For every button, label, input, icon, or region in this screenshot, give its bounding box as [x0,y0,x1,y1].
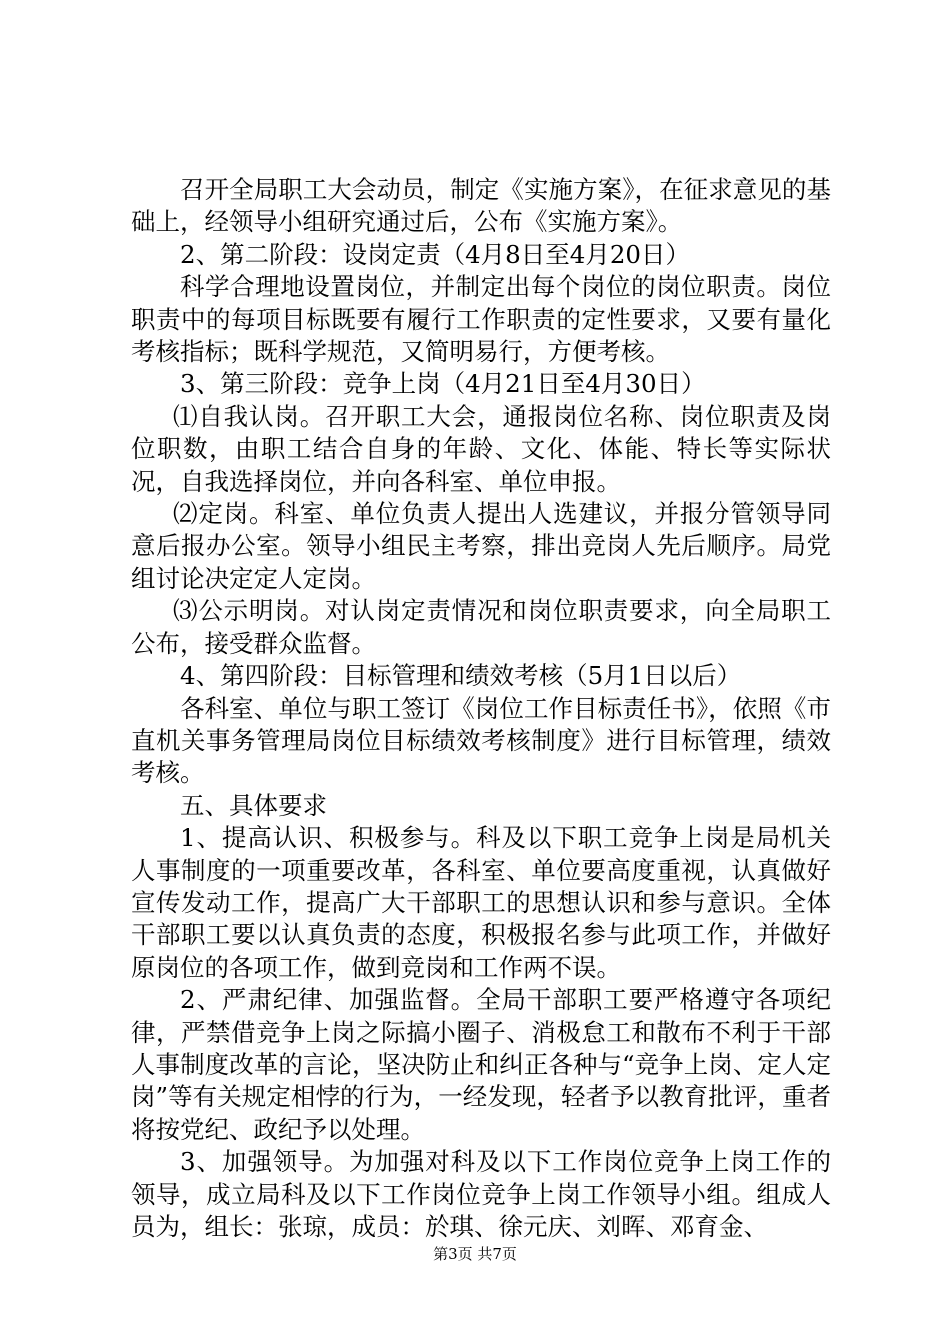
paragraph-implementation-plan: 召开全局职工大会动员，制定《实施方案》，在征求意见的基础上，经领导小组研究通过后，公布《实施方案》。 [131,175,831,237]
paragraph-stage-two: 科学合理地设置岗位，并制定出每个岗位的岗位职责。岗位职责中的每项目标既要有履行工作职责的定性要求，又要有量化考核指标；既科学规范，又简明易行，方便考核。 [131,272,831,367]
heading-specific-requirements: 五、具体要求 [180,790,327,820]
paragraph-self-recognition: ⑴自我认岗。召开职工大会，通报岗位名称、岗位职责及岗位职数，由职工结合自身的年龄、文化、体能、特长等实际状况，自我选择岗位，并向各科室、单位申报。 [131,401,831,496]
paragraph-requirement-one: 1、提高认识、积极参与。科及以下职工竞争上岗是局机关人事制度的一项重要改革，各科室、单位要高度重视，认真做好宣传发动工作，提高广大干部职工的思想认识和参与意识。全体干部职工要以认真负责的态度，积极报名参与此项工作，并做好原岗位的各项工作，做到竞岗和工作两不误。 [131,823,831,982]
paragraph-requirement-three: 3、加强领导。为加强对科及以下工作岗位竞争上岗工作的领导，成立局科及以下工作岗位竞争上岗工作领导小组。组成人员为，组长：张琼，成员：於琪、徐元庆、刘晖、邓育金、 [131,1147,831,1241]
paragraph-public-notice: ⑶公示明岗。对认岗定责情况和岗位职责要求，向全局职工公布，接受群众监督。 [131,596,831,658]
document-body [131,174,831,1243]
paragraph-stage-four: 各科室、单位与职工签订《岗位工作目标责任书》，依照《市直机关事务管理局岗位目标绩效考核制度》进行目标管理，绩效考核。 [131,693,831,788]
heading-stage-three: 3、第三阶段：竞争上岗（4月21日至4月30日） [180,369,706,399]
page-footer: 第3页 共7页 [433,1245,517,1263]
paragraph-requirement-two: 2、严肃纪律、加强监督。全局干部职工要严格遵守各项纪律，严禁借竞争上岗之际搞小圈子、消极怠工和散布不利于干部人事制度改革的言论，坚决防止和纠正各种与“竞争上岗、定人定岗”等有关规定相悖的行为，一经发现，轻者予以教育批评，重者将按党纪、政纪予以处理。 [131,985,831,1144]
heading-stage-four: 4、第四阶段：目标管理和绩效考核（5月1日以后） [180,661,742,691]
paragraph-assign-post: ⑵定岗。科室、单位负责人提出人选建议，并报分管领导同意后报办公室。领导小组民主考察，排出竞岗人先后顺序。局党组讨论决定定人定岗。 [131,499,831,593]
heading-stage-two: 2、第二阶段：设岗定责（4月8日至4月20日） [180,239,691,269]
